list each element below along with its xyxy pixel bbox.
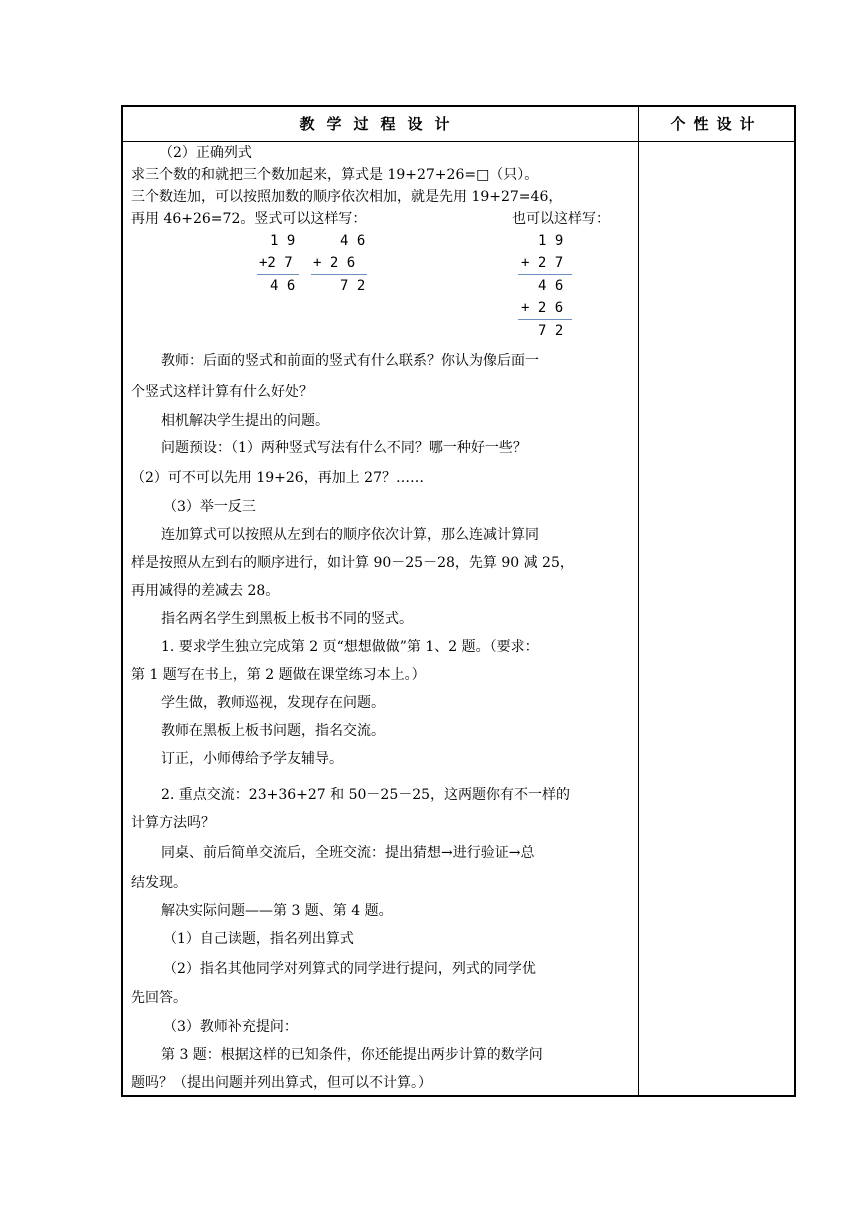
text-line: 样是按照从左到右的顺序进行，如计算 90－25－28，先算 90 减 25， bbox=[131, 555, 574, 571]
text-line: 也可以这样写： bbox=[512, 211, 610, 227]
text-line: 同桌、前后简单交流后，全班交流：提出猜想→进行验证→总 bbox=[161, 845, 535, 861]
text-line: 题吗？（提出问题并列出算式，但可以不计算。） bbox=[131, 1075, 432, 1091]
text-line: 解决实际问题——第 3 题、第 4 题。 bbox=[161, 903, 393, 919]
calc-c-row4: + 2 6 bbox=[521, 300, 564, 316]
calc-b-row1: 4 6 bbox=[340, 233, 366, 249]
text-line: （2）正确列式 bbox=[159, 145, 252, 161]
header-personal-design: 个性设计 bbox=[670, 115, 763, 133]
text-line: 再用减得的差减去 28。 bbox=[131, 583, 280, 599]
text-line: （1）自己读题，指名列出算式 bbox=[163, 931, 354, 947]
text-line: 问题预设：（1）两种竖式写法有什么不同？哪一种好一些？ bbox=[161, 440, 527, 456]
text-line: 结发现。 bbox=[131, 875, 187, 891]
text-line: 2. 重点交流：23+36+27 和 50－25－25，这两题你有不一样的 bbox=[161, 787, 571, 803]
calc-a-row2: +2 7 bbox=[259, 255, 293, 271]
calc-c-row5: 7 2 bbox=[538, 323, 564, 339]
text-line: 相机解决学生提出的问题。 bbox=[161, 413, 329, 429]
calc-c-row2: + 2 7 bbox=[521, 255, 564, 271]
calc-b-row3: 7 2 bbox=[340, 278, 366, 294]
text-line: 个竖式这样计算有什么好处？ bbox=[131, 384, 313, 400]
text-line: （2）指名其他同学对列算式的同学进行提问，列式的同学优 bbox=[163, 961, 536, 977]
calc-b-rule bbox=[311, 274, 367, 275]
text-line: （3）举一反三 bbox=[163, 499, 256, 515]
text-line: 订正，小师傅给予学友辅导。 bbox=[161, 751, 343, 767]
text-line: 学生做，教师巡视，发现存在问题。 bbox=[161, 695, 385, 711]
calc-a-row3: 4 6 bbox=[270, 278, 296, 294]
text-line: 计算方法吗？ bbox=[131, 815, 215, 831]
text-line: 求三个数的和就把三个数加起来，算式是 19+27+26=□（只）。 bbox=[131, 167, 539, 183]
text-line: 三个数连加，可以按照加数的顺序依次相加，就是先用 19+27=46， bbox=[131, 189, 563, 205]
lesson-table bbox=[121, 105, 796, 1097]
text-line: （2）可不可以先用 19+26，再加上 27？…… bbox=[131, 470, 424, 486]
text-line: 教师：后面的竖式和前面的竖式有什么联系？你认为像后面一 bbox=[161, 353, 539, 369]
text-line: 再用 46+26=72。竖式可以这样写： bbox=[131, 211, 367, 227]
text-line: 教师在黑板上板书问题，指名交流。 bbox=[161, 723, 385, 739]
calc-a-row1: 1 9 bbox=[270, 233, 296, 249]
text-line: 第 3 题：根据这样的已知条件，你还能提出两步计算的数学问 bbox=[161, 1047, 543, 1063]
text-line: 指名两名学生到黑板上板书不同的竖式。 bbox=[161, 611, 413, 627]
column-divider bbox=[638, 107, 639, 1095]
text-line: 连加算式可以按照从左到右的顺序依次计算，那么连减计算同 bbox=[161, 527, 539, 543]
calc-a-rule bbox=[257, 274, 299, 275]
header-teaching-process: 教学过程设计 bbox=[299, 115, 462, 133]
text-line: （3）教师补充提问： bbox=[163, 1019, 298, 1035]
text-line: 第 1 题写在书上，第 2 题做在课堂练习本上。） bbox=[131, 667, 426, 683]
text-line: 先回答。 bbox=[131, 990, 187, 1006]
calc-c-row1: 1 9 bbox=[538, 233, 564, 249]
calc-c-row3: 4 6 bbox=[538, 278, 564, 294]
calc-b-row2: + 2 6 bbox=[313, 255, 356, 271]
text-line: 1. 要求学生独立完成第 2 页“想想做做”第 1、2 题。（要求： bbox=[161, 639, 539, 655]
calc-c-rule2 bbox=[518, 319, 572, 320]
calc-c-rule1 bbox=[518, 274, 572, 275]
